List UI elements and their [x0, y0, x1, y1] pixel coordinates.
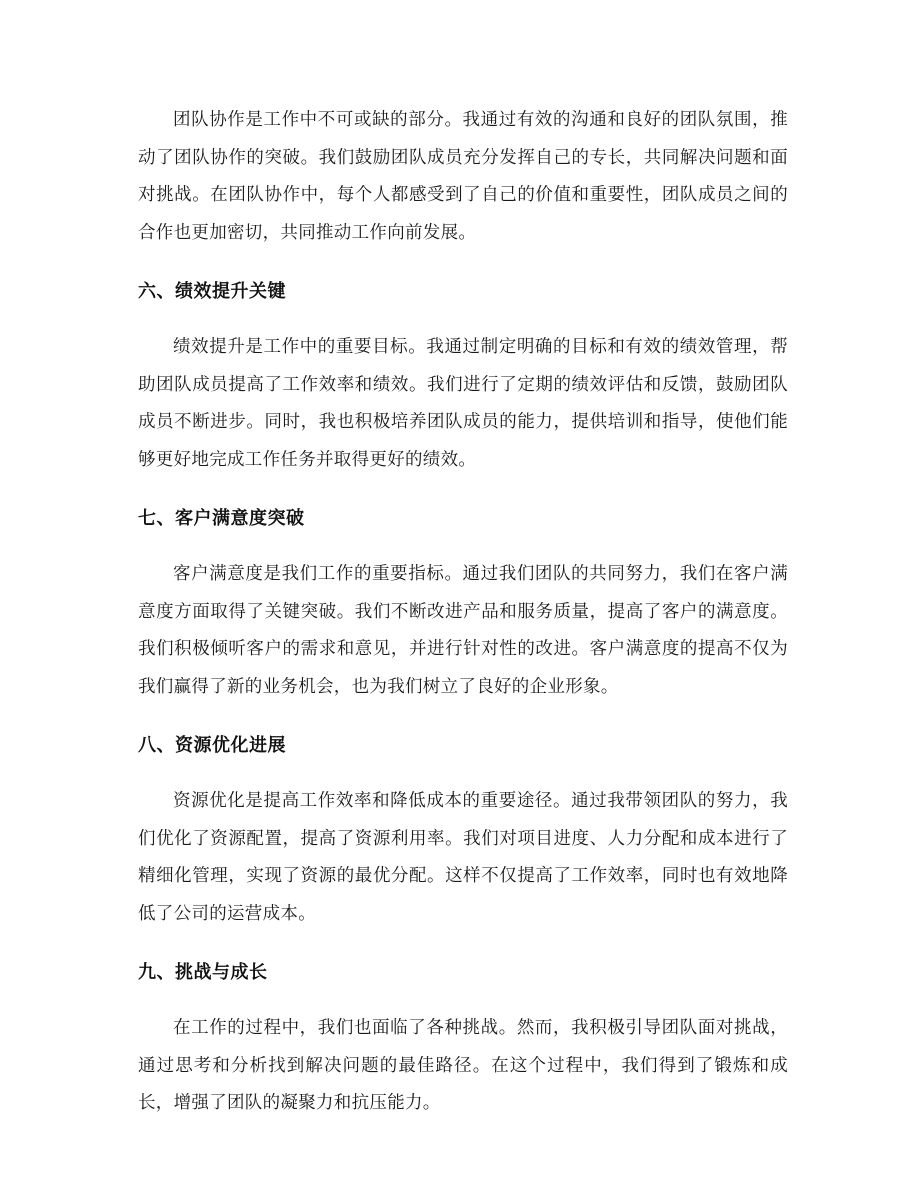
document-body — [138, 100, 788, 1123]
paragraph-challenge-growth: 在工作的过程中，我们也面临了各种挑战。然而，我积极引导团队面对挑战，通过思考和分析找到解决问题的最佳路径。在这个过程中，我们得到了锻炼和成长，增强了团队的凝聚力和抗压能力。 — [138, 1018, 788, 1113]
paragraph-resource-optimization: 资源优化是提高工作效率和降低成本的重要途径。通过我带领团队的努力，我们优化了资源配置，提高了资源利用率。我们对项目进度、人力分配和成本进行了精细化管理，实现了资源的最优分配。这样不仅提高了工作效率，同时也有效地降低了公司的运营成本。 — [138, 791, 788, 924]
paragraph-teamwork: 团队协作是工作中不可或缺的部分。我通过有效的沟通和良好的团队氛围，推动了团队协作的突破。我们鼓励团队成员充分发挥自己的专长，共同解决问题和面对挑战。在团队协作中，每个人都感受到了自己的价值和重要性，团队成员之间的合作也更加密切，共同推动工作向前发展。 — [138, 110, 788, 243]
heading-performance: 六、绩效提升关键 — [138, 281, 286, 302]
paragraph-performance: 绩效提升是工作中的重要目标。我通过制定明确的目标和有效的绩效管理，帮助团队成员提高了工作效率和绩效。我们进行了定期的绩效评估和反馈，鼓励团队成员不断进步。同时，我也积极培养团队成员的能力，提供培训和指导，使他们能够更好地完成工作任务并取得更好的绩效。 — [138, 337, 788, 470]
paragraph-customer-satisfaction: 客户满意度是我们工作的重要指标。通过我们团队的共同努力，我们在客户满意度方面取得了关键突破。我们不断改进产品和服务质量，提高了客户的满意度。我们积极倾听客户的需求和意见，并进行针对性的改进。客户满意度的提高不仅为我们赢得了新的业务机会，也为我们树立了良好的企业形象。 — [138, 564, 788, 697]
heading-resource-optimization: 八、资源优化进展 — [138, 735, 286, 756]
heading-customer-satisfaction: 七、客户满意度突破 — [138, 508, 305, 529]
heading-challenge-growth: 九、挑战与成长 — [138, 962, 268, 983]
